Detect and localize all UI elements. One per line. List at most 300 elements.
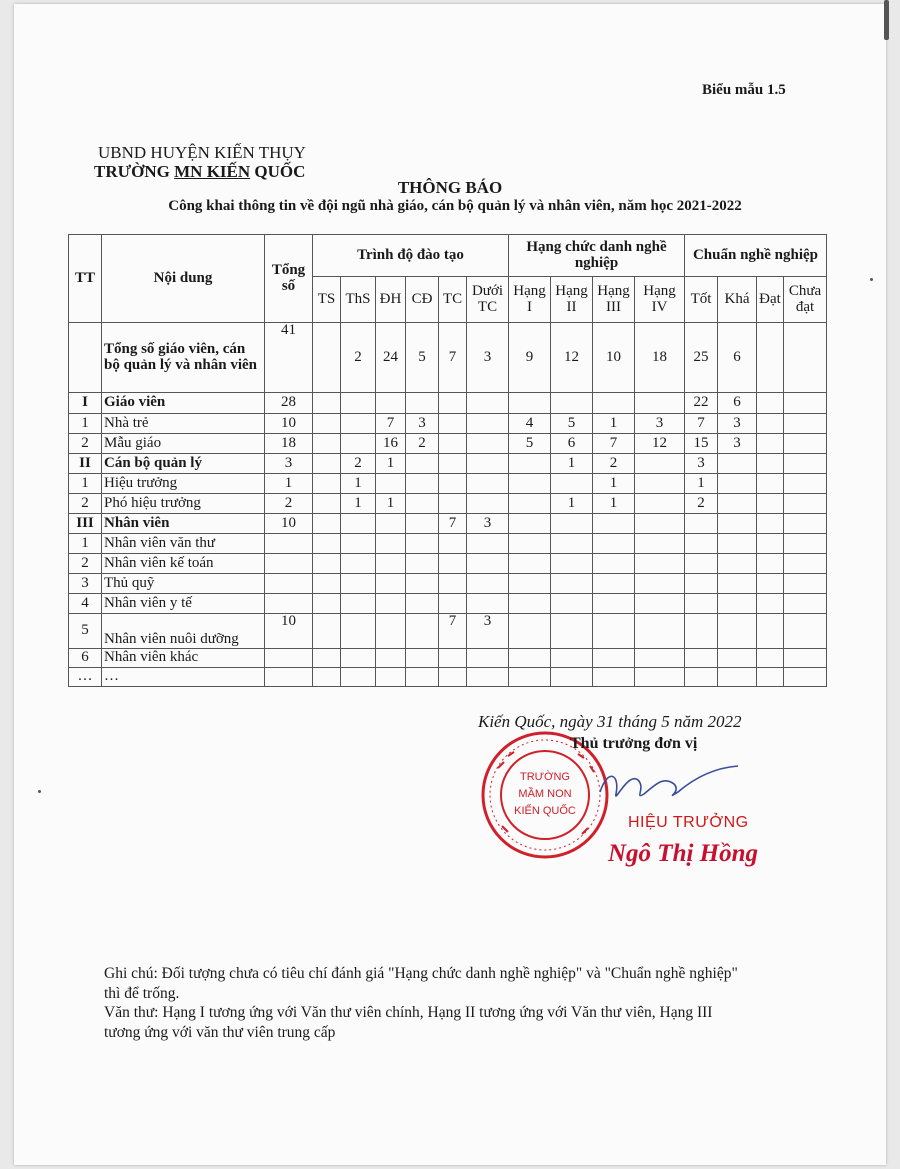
row-fair: 3 — [718, 414, 757, 434]
row-r1 — [509, 614, 551, 649]
row-below-tc — [467, 414, 509, 434]
row-tt: I — [69, 393, 102, 414]
row-pass — [757, 649, 784, 668]
row-below-tc — [467, 534, 509, 554]
row-fair — [718, 494, 757, 514]
row-pass — [757, 323, 784, 393]
row-dh: 24 — [376, 323, 406, 393]
row-tt: 2 — [69, 434, 102, 454]
row-good — [685, 614, 718, 649]
row-r1 — [509, 494, 551, 514]
table-row — [69, 323, 827, 393]
row-ths — [341, 574, 376, 594]
row-dh — [376, 668, 406, 687]
row-pass — [757, 614, 784, 649]
row-good: 1 — [685, 474, 718, 494]
row-content: Cán bộ quản lý — [102, 454, 265, 474]
row-r3 — [593, 554, 635, 574]
row-pass — [757, 594, 784, 614]
org-school-part: TRƯỜNG — [94, 162, 175, 181]
row-r2 — [551, 474, 593, 494]
row-r4: 18 — [635, 323, 685, 393]
header-total: Tổng số — [265, 235, 313, 323]
row-not-pass — [784, 494, 827, 514]
row-r3 — [593, 393, 635, 414]
row-good — [685, 514, 718, 534]
row-good — [685, 554, 718, 574]
row-ts — [313, 554, 341, 574]
header-not-pass: Chưa đạt — [784, 277, 827, 323]
row-ts — [313, 323, 341, 393]
table-row — [69, 434, 827, 454]
row-dh — [376, 534, 406, 554]
table-row — [69, 554, 827, 574]
row-ths: 1 — [341, 494, 376, 514]
row-below-tc — [467, 494, 509, 514]
row-r1 — [509, 514, 551, 534]
row-r3: 2 — [593, 454, 635, 474]
row-total: 2 — [265, 494, 313, 514]
row-dh: 16 — [376, 434, 406, 454]
header-content: Nội dung — [102, 235, 265, 323]
row-r2 — [551, 534, 593, 554]
row-fair — [718, 594, 757, 614]
signature-role: Thủ trưởng đơn vị — [570, 735, 698, 752]
row-tc: 7 — [439, 614, 467, 649]
row-pass — [757, 434, 784, 454]
table-row — [69, 474, 827, 494]
row-r3 — [593, 574, 635, 594]
row-cd: 5 — [406, 323, 439, 393]
row-r3 — [593, 534, 635, 554]
row-r4 — [635, 393, 685, 414]
table-row — [69, 649, 827, 668]
header-below-tc: Dưới TC — [467, 277, 509, 323]
row-ths: 2 — [341, 323, 376, 393]
row-below-tc: 3 — [467, 614, 509, 649]
header-rank1: Hạng I — [509, 277, 551, 323]
row-total: 41 — [265, 323, 313, 393]
row-not-pass — [784, 393, 827, 414]
principal-name: Ngô Thị Hồng — [608, 840, 759, 867]
row-tt: 2 — [69, 494, 102, 514]
row-r2 — [551, 514, 593, 534]
row-fair — [718, 574, 757, 594]
row-r3: 10 — [593, 323, 635, 393]
row-ths — [341, 594, 376, 614]
row-dh — [376, 514, 406, 534]
row-ths — [341, 414, 376, 434]
row-r2 — [551, 594, 593, 614]
note-line: tương ứng với văn thư viên trung cấp — [104, 1024, 336, 1041]
row-content: … — [102, 668, 265, 687]
row-r1 — [509, 574, 551, 594]
row-r4 — [635, 494, 685, 514]
row-fair: 6 — [718, 393, 757, 414]
header-rank4: Hạng IV — [635, 277, 685, 323]
row-dh — [376, 554, 406, 574]
row-ts — [313, 594, 341, 614]
header-tt: TT — [69, 235, 102, 323]
row-pass — [757, 454, 784, 474]
row-cd: 2 — [406, 434, 439, 454]
row-r1 — [509, 594, 551, 614]
row-tt: 1 — [69, 414, 102, 434]
table-row — [69, 514, 827, 534]
row-pass — [757, 554, 784, 574]
row-dh — [376, 393, 406, 414]
row-r3 — [593, 649, 635, 668]
row-fair — [718, 474, 757, 494]
row-cd — [406, 494, 439, 514]
row-r3: 1 — [593, 494, 635, 514]
row-ts — [313, 434, 341, 454]
header-rank3: Hạng III — [593, 277, 635, 323]
row-pass — [757, 514, 784, 534]
row-r4 — [635, 668, 685, 687]
row-good: 2 — [685, 494, 718, 514]
row-r2: 1 — [551, 454, 593, 474]
row-content: Nhân viên nuôi dưỡng — [102, 614, 265, 649]
row-tc — [439, 393, 467, 414]
row-ths — [341, 534, 376, 554]
row-content: Phó hiệu trưởng — [102, 494, 265, 514]
row-not-pass — [784, 323, 827, 393]
row-dh: 1 — [376, 454, 406, 474]
row-r4 — [635, 534, 685, 554]
row-ts — [313, 414, 341, 434]
table-row — [69, 594, 827, 614]
row-pass — [757, 393, 784, 414]
row-fair — [718, 454, 757, 474]
row-content: Tổng số giáo viên, cán bộ quản lý và nhân viên — [102, 323, 265, 393]
row-tt: 1 — [69, 474, 102, 494]
row-cd — [406, 514, 439, 534]
row-tc — [439, 594, 467, 614]
row-ths — [341, 554, 376, 574]
row-content: Nhân viên văn thư — [102, 534, 265, 554]
row-cd — [406, 454, 439, 474]
document-subtitle: Công khai thông tin về đội ngũ nhà giáo, cán bộ quản lý và nhân viên, năm học 2021-2022 — [168, 198, 742, 214]
row-r1: 5 — [509, 434, 551, 454]
row-good: 7 — [685, 414, 718, 434]
row-ths — [341, 668, 376, 687]
row-r2 — [551, 614, 593, 649]
row-ths — [341, 514, 376, 534]
row-r3: 1 — [593, 474, 635, 494]
header-ts: TS — [313, 277, 341, 323]
row-pass — [757, 574, 784, 594]
table-row — [69, 534, 827, 554]
document-title: THÔNG BÁO — [397, 178, 503, 197]
row-cd — [406, 534, 439, 554]
row-dh — [376, 474, 406, 494]
row-total — [265, 554, 313, 574]
row-ts — [313, 474, 341, 494]
row-below-tc — [467, 668, 509, 687]
row-r2 — [551, 649, 593, 668]
row-r4 — [635, 554, 685, 574]
row-below-tc — [467, 434, 509, 454]
row-cd — [406, 574, 439, 594]
row-ths — [341, 614, 376, 649]
row-r1 — [509, 668, 551, 687]
scan-speck — [38, 790, 41, 793]
row-total — [265, 594, 313, 614]
header-pass: Đạt — [757, 277, 784, 323]
table-row — [69, 454, 827, 474]
row-content: Nhân viên kế toán — [102, 554, 265, 574]
header-training-group: Trình độ đào tạo — [313, 235, 509, 277]
row-r4 — [635, 474, 685, 494]
row-tc: 7 — [439, 323, 467, 393]
row-total: 10 — [265, 514, 313, 534]
scan-speck — [870, 278, 873, 281]
row-below-tc — [467, 454, 509, 474]
row-not-pass — [784, 414, 827, 434]
note-line: Văn thư: Hạng I tương ứng với Văn thư viên chính, Hạng II tương ứng với Văn thư viên, Hạng III — [104, 1004, 713, 1021]
row-below-tc — [467, 474, 509, 494]
row-r3: 1 — [593, 414, 635, 434]
row-r3 — [593, 614, 635, 649]
row-dh: 7 — [376, 414, 406, 434]
scrollbar[interactable] — [884, 0, 889, 40]
row-pass — [757, 494, 784, 514]
row-content: Nhân viên — [102, 514, 265, 534]
row-total: 3 — [265, 454, 313, 474]
header-tc: TC — [439, 277, 467, 323]
form-code: Biểu mẫu 1.5 — [702, 82, 786, 98]
row-total: 18 — [265, 434, 313, 454]
table-row — [69, 414, 827, 434]
row-cd — [406, 554, 439, 574]
row-content: Giáo viên — [102, 393, 265, 414]
row-tt: 6 — [69, 649, 102, 668]
row-pass — [757, 414, 784, 434]
header-dh: ĐH — [376, 277, 406, 323]
row-r4: 12 — [635, 434, 685, 454]
row-fair — [718, 514, 757, 534]
row-fair — [718, 534, 757, 554]
row-r3 — [593, 668, 635, 687]
row-good — [685, 574, 718, 594]
row-ts — [313, 454, 341, 474]
row-r4: 3 — [635, 414, 685, 434]
row-r2 — [551, 574, 593, 594]
table-row — [69, 574, 827, 594]
row-tt: 2 — [69, 554, 102, 574]
row-cd — [406, 614, 439, 649]
row-r2 — [551, 393, 593, 414]
header-cd: CĐ — [406, 277, 439, 323]
row-good: 22 — [685, 393, 718, 414]
row-tt: 1 — [69, 534, 102, 554]
row-tt — [69, 323, 102, 393]
row-ths: 2 — [341, 454, 376, 474]
row-below-tc: 3 — [467, 514, 509, 534]
row-total — [265, 668, 313, 687]
row-not-pass — [784, 434, 827, 454]
row-r2 — [551, 668, 593, 687]
row-tt: 3 — [69, 574, 102, 594]
row-not-pass — [784, 574, 827, 594]
org-school-part: MN KIẾN — [174, 162, 251, 181]
row-tc — [439, 414, 467, 434]
row-below-tc — [467, 554, 509, 574]
row-tc — [439, 668, 467, 687]
row-below-tc — [467, 594, 509, 614]
row-dh — [376, 594, 406, 614]
row-content: Hiệu trưởng — [102, 474, 265, 494]
row-dh — [376, 614, 406, 649]
row-content: Thủ quỹ — [102, 574, 265, 594]
table-row — [69, 614, 827, 649]
row-ts — [313, 494, 341, 514]
row-ths — [341, 649, 376, 668]
row-cd — [406, 668, 439, 687]
row-ths — [341, 434, 376, 454]
row-fair: 3 — [718, 434, 757, 454]
row-not-pass — [784, 614, 827, 649]
stamp-text: TRƯỜNG — [520, 771, 570, 783]
row-tc — [439, 649, 467, 668]
table-row — [69, 393, 827, 414]
row-r1 — [509, 474, 551, 494]
row-not-pass — [784, 668, 827, 687]
row-content: Mẫu giáo — [102, 434, 265, 454]
staff-table — [68, 234, 827, 687]
row-tt: 4 — [69, 594, 102, 614]
row-dh — [376, 574, 406, 594]
principal-title: HIỆU TRƯỞNG — [628, 814, 749, 831]
row-not-pass — [784, 554, 827, 574]
row-fair — [718, 554, 757, 574]
row-tc — [439, 574, 467, 594]
row-content: Nhân viên y tế — [102, 594, 265, 614]
row-r3: 7 — [593, 434, 635, 454]
row-good: 3 — [685, 454, 718, 474]
row-tc — [439, 494, 467, 514]
row-ts — [313, 514, 341, 534]
row-cd — [406, 594, 439, 614]
row-cd — [406, 474, 439, 494]
row-ths: 1 — [341, 474, 376, 494]
row-tc — [439, 554, 467, 574]
row-good — [685, 534, 718, 554]
stamp-text: MẦM NON — [518, 788, 572, 800]
row-below-tc: 3 — [467, 323, 509, 393]
row-content: Nhà trẻ — [102, 414, 265, 434]
row-not-pass — [784, 514, 827, 534]
row-r1: 9 — [509, 323, 551, 393]
row-r4 — [635, 614, 685, 649]
row-tc — [439, 454, 467, 474]
handwritten-signature — [594, 754, 744, 814]
row-content: Nhân viên khác — [102, 649, 265, 668]
row-below-tc — [467, 649, 509, 668]
row-good: 25 — [685, 323, 718, 393]
row-ts — [313, 668, 341, 687]
row-dh: 1 — [376, 494, 406, 514]
org-school-part: QUỐC — [250, 162, 306, 181]
row-ts — [313, 534, 341, 554]
signature-date: Kiến Quốc, ngày 31 tháng 5 năm 2022 — [478, 712, 742, 731]
row-r1 — [509, 554, 551, 574]
header-good: Tốt — [685, 277, 718, 323]
header-rank2: Hạng II — [551, 277, 593, 323]
row-tt: III — [69, 514, 102, 534]
row-total — [265, 574, 313, 594]
row-not-pass — [784, 594, 827, 614]
row-pass — [757, 668, 784, 687]
header-rank-group: Hạng chức danh nghề nghiệp — [509, 235, 685, 277]
row-fair — [718, 649, 757, 668]
row-ts — [313, 614, 341, 649]
note-line: Ghi chú: Đối tượng chưa có tiêu chí đánh giá "Hạng chức danh nghề nghiệp" và "Chuẩn nghề nghiệp" — [104, 965, 738, 982]
row-below-tc — [467, 393, 509, 414]
row-r4 — [635, 649, 685, 668]
row-r4 — [635, 454, 685, 474]
header-ths: ThS — [341, 277, 376, 323]
row-cd — [406, 393, 439, 414]
row-r3 — [593, 514, 635, 534]
row-total: 10 — [265, 414, 313, 434]
row-fair — [718, 614, 757, 649]
row-below-tc — [467, 574, 509, 594]
note-line: thì để trống. — [104, 985, 180, 1002]
row-tt: II — [69, 454, 102, 474]
row-good: 15 — [685, 434, 718, 454]
row-not-pass — [784, 649, 827, 668]
row-r2 — [551, 554, 593, 574]
row-ts — [313, 393, 341, 414]
row-ts — [313, 574, 341, 594]
row-tt: 5 — [69, 614, 102, 649]
row-r4 — [635, 574, 685, 594]
row-total — [265, 534, 313, 554]
row-total — [265, 649, 313, 668]
row-r1 — [509, 649, 551, 668]
row-fair — [718, 668, 757, 687]
row-cd — [406, 649, 439, 668]
org-parent: UBND HUYỆN KIẾN THỤY — [98, 143, 306, 162]
row-total: 1 — [265, 474, 313, 494]
row-r4 — [635, 594, 685, 614]
row-pass — [757, 534, 784, 554]
row-r2: 12 — [551, 323, 593, 393]
row-tt: … — [69, 668, 102, 687]
header-standard-group: Chuẩn nghề nghiệp — [685, 235, 827, 277]
row-dh — [376, 649, 406, 668]
row-r2: 6 — [551, 434, 593, 454]
row-r1: 4 — [509, 414, 551, 434]
row-r1 — [509, 454, 551, 474]
header-fair: Khá — [718, 277, 757, 323]
row-r3 — [593, 594, 635, 614]
row-r2: 1 — [551, 494, 593, 514]
row-cd: 3 — [406, 414, 439, 434]
row-total: 28 — [265, 393, 313, 414]
row-r4 — [635, 514, 685, 534]
row-good — [685, 594, 718, 614]
row-fair: 6 — [718, 323, 757, 393]
row-r1 — [509, 534, 551, 554]
row-r2: 5 — [551, 414, 593, 434]
row-not-pass — [784, 454, 827, 474]
row-good — [685, 649, 718, 668]
row-not-pass — [784, 534, 827, 554]
row-total: 10 — [265, 614, 313, 649]
